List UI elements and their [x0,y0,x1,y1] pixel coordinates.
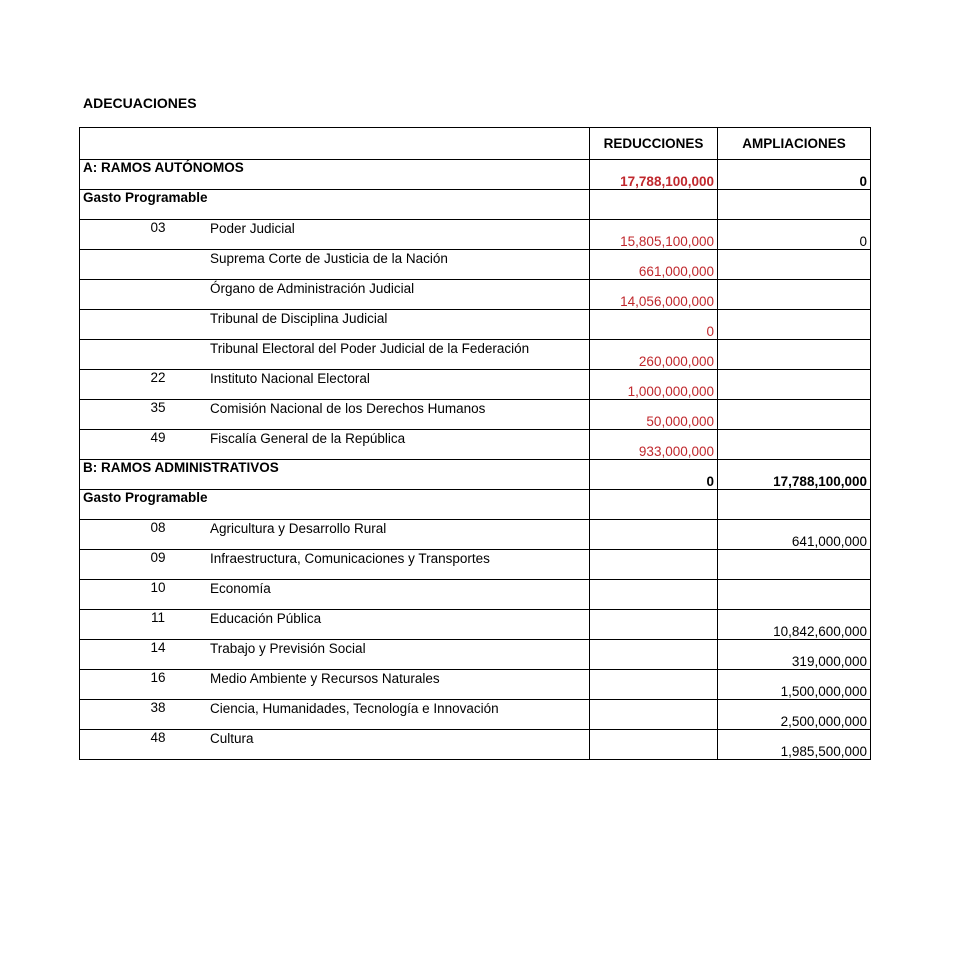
row-name: Agricultura y Desarrollo Rural [210,521,387,536]
section_a-subheader: Gasto Programable [80,190,590,220]
row-code: 49 [150,430,166,445]
table-row [80,520,871,550]
row-reducciones [590,580,718,610]
empty-cell [718,190,871,220]
row-ampliaciones: 319,000,000 [718,640,871,670]
section_a-label: A: RAMOS AUTÓNOMOS [80,160,590,190]
section_b-label: B: RAMOS ADMINISTRATIVOS [80,460,590,490]
row-name: Órgano de Administración Judicial [210,281,415,296]
row-description [80,670,590,700]
row-name: Poder Judicial [210,221,295,236]
table-row [80,670,871,700]
row-ampliaciones [718,430,871,460]
row-description [80,430,590,460]
row-ampliaciones: 1,500,000,000 [718,670,871,700]
row-reducciones [590,730,718,760]
row-reducciones [590,610,718,640]
row-description [80,610,590,640]
row-description [80,700,590,730]
row-ampliaciones [718,250,871,280]
row-description [80,370,590,400]
header-reducciones: REDUCCIONES [590,128,718,160]
row-description [80,520,590,550]
empty-cell [718,490,871,520]
section_b-subheader-row [80,490,871,520]
row-ampliaciones: 10,842,600,000 [718,610,871,640]
row-description [80,280,590,310]
header-empty-cell [80,128,590,160]
row-ampliaciones: 641,000,000 [718,520,871,550]
row-description [80,400,590,430]
row-code: 08 [150,520,166,535]
row-reducciones: 0 [590,310,718,340]
row-description [80,550,590,580]
row-name: Tribunal Electoral del Poder Judicial de la Federación [210,341,530,356]
row-description [80,250,590,280]
header-row [80,128,871,160]
row-code: 35 [150,400,166,415]
row-name: Infraestructura, Comunicaciones y Transportes [210,551,490,566]
row-code: 09 [150,550,166,565]
row-reducciones: 50,000,000 [590,400,718,430]
section_a-total-row [80,160,871,190]
table-row [80,250,871,280]
row-name: Educación Pública [210,611,322,626]
empty-cell [590,490,718,520]
row-ampliaciones [718,310,871,340]
table-row [80,700,871,730]
section_a-reducciones-total: 17,788,100,000 [590,160,718,190]
row-description [80,730,590,760]
row-name: Cultura [210,731,254,746]
row-code: 22 [150,370,166,385]
row-name: Economía [210,581,271,596]
table-row [80,610,871,640]
row-code: 48 [150,730,166,745]
row-code: 10 [150,580,166,595]
row-reducciones: 14,056,000,000 [590,280,718,310]
row-description [80,580,590,610]
row-code: 14 [150,640,166,655]
row-code: 38 [150,700,166,715]
row-name: Trabajo y Previsión Social [210,641,366,656]
section_a-subheader-row [80,190,871,220]
row-ampliaciones [718,550,871,580]
row-name: Comisión Nacional de los Derechos Humanos [210,401,486,416]
table-row [80,370,871,400]
table-row [80,550,871,580]
row-ampliaciones [718,580,871,610]
table-row [80,340,871,370]
table-row [80,280,871,310]
row-code: 11 [150,610,165,625]
row-ampliaciones [718,400,871,430]
row-code: 03 [150,220,166,235]
header-ampliaciones: AMPLIACIONES [718,128,871,160]
section_b-subheader: Gasto Programable [80,490,590,520]
table-row [80,580,871,610]
row-name: Fiscalía General de la República [210,431,406,446]
row-name: Suprema Corte de Justicia de la Nación [210,251,448,266]
row-reducciones: 1,000,000,000 [590,370,718,400]
row-code: 16 [150,670,166,685]
row-ampliaciones: 2,500,000,000 [718,700,871,730]
document-title: ADECUACIONES [83,95,197,111]
row-ampliaciones [718,340,871,370]
table-row [80,430,871,460]
row-reducciones: 15,805,100,000 [590,220,718,250]
row-ampliaciones [718,280,871,310]
row-description [80,640,590,670]
row-reducciones [590,670,718,700]
row-reducciones: 661,000,000 [590,250,718,280]
table-row [80,310,871,340]
row-description [80,340,590,370]
row-reducciones [590,520,718,550]
row-reducciones [590,550,718,580]
row-description [80,310,590,340]
row-name: Tribunal de Disciplina Judicial [210,311,388,326]
row-reducciones [590,700,718,730]
row-name: Medio Ambiente y Recursos Naturales [210,671,440,686]
empty-cell [590,190,718,220]
row-reducciones [590,640,718,670]
section_b-reducciones-total: 0 [590,460,718,490]
row-reducciones: 933,000,000 [590,430,718,460]
table-row [80,730,871,760]
section_a-ampliaciones-total: 0 [718,160,871,190]
row-description [80,220,590,250]
table-row [80,640,871,670]
table-row [80,400,871,430]
adecuaciones-table [79,127,871,760]
section_b-ampliaciones-total: 17,788,100,000 [718,460,871,490]
row-ampliaciones: 1,985,500,000 [718,730,871,760]
table-row [80,220,871,250]
section_b-total-row [80,460,871,490]
row-reducciones: 260,000,000 [590,340,718,370]
row-ampliaciones: 0 [718,220,871,250]
row-name: Ciencia, Humanidades, Tecnología e Innovación [210,701,499,716]
row-name: Instituto Nacional Electoral [210,371,370,386]
row-ampliaciones [718,370,871,400]
